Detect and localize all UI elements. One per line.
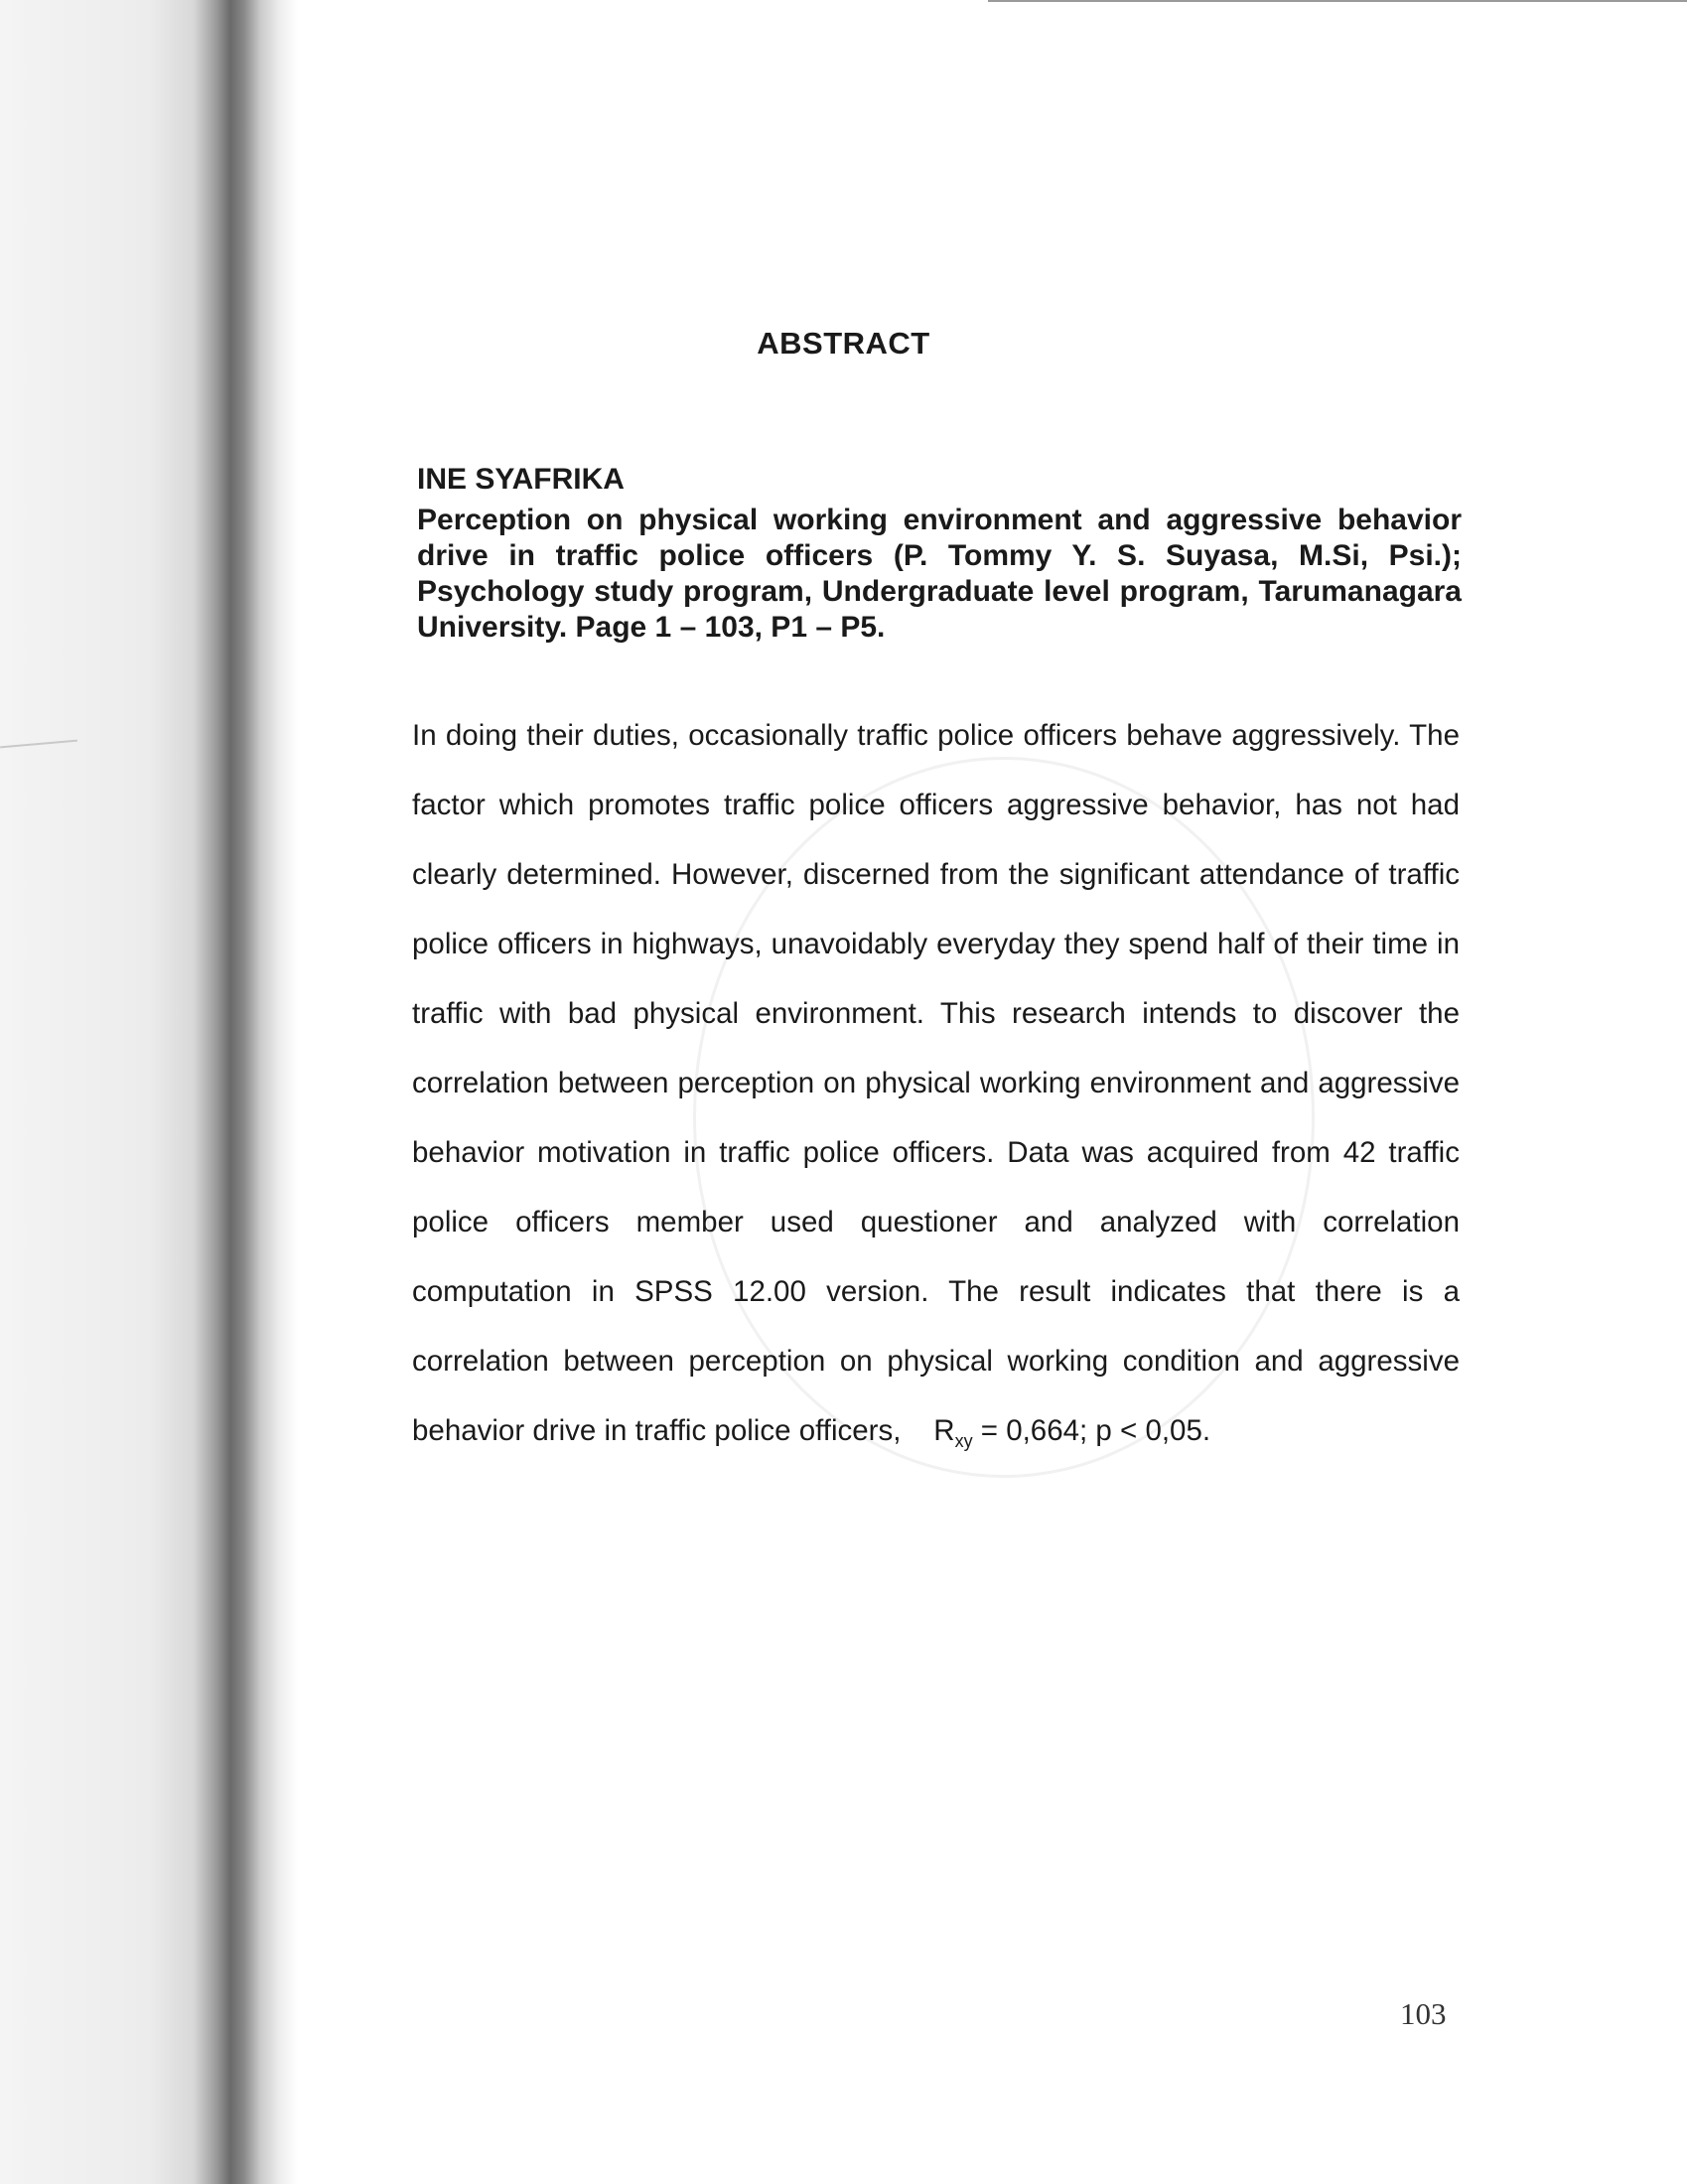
author-name: INE SYAFRIKA <box>417 463 625 496</box>
correlation-value: = 0,664; p < 0,05. <box>972 1414 1211 1447</box>
abstract-heading: ABSTRACT <box>757 326 930 361</box>
page-number: 103 <box>1400 1996 1447 2031</box>
scan-edge-line <box>988 0 1687 2</box>
correlation-subscript: xy <box>954 1430 973 1451</box>
thesis-citation: Perception on physical working environment and aggressive behavior drive in traffic police officers (P. Tommy Y. S. Suyasa, M.Si, Psi.); Psychology study program, Undergraduate level program, Tarumanagara University. Page 1 – 103, P1 – P5. <box>417 504 1462 644</box>
abstract-body <box>412 701 1460 1476</box>
correlation-symbol: R <box>933 1414 955 1447</box>
abstract-body-text: In doing their duties, occasionally traffic police officers behave aggressively. The factor which promotes traffic police officers aggressive behavior, has not had clearly determined. However, discerned from the significant attendance of traffic police officers in highways, unavoidably everyday they spend half of their time in traffic with bad physical environment. This research intends to discover the correlation between perception on physical working environment and aggressive behavior motivation in traffic police officers. Data was acquired from 42 traffic police officers member used questioner and analyzed with correlation computation in SPSS 12.00 version. The result indicates that there is a correlation between perception on physical working condition and aggressive behavior drive in traffic police officers, <box>412 719 1460 1447</box>
